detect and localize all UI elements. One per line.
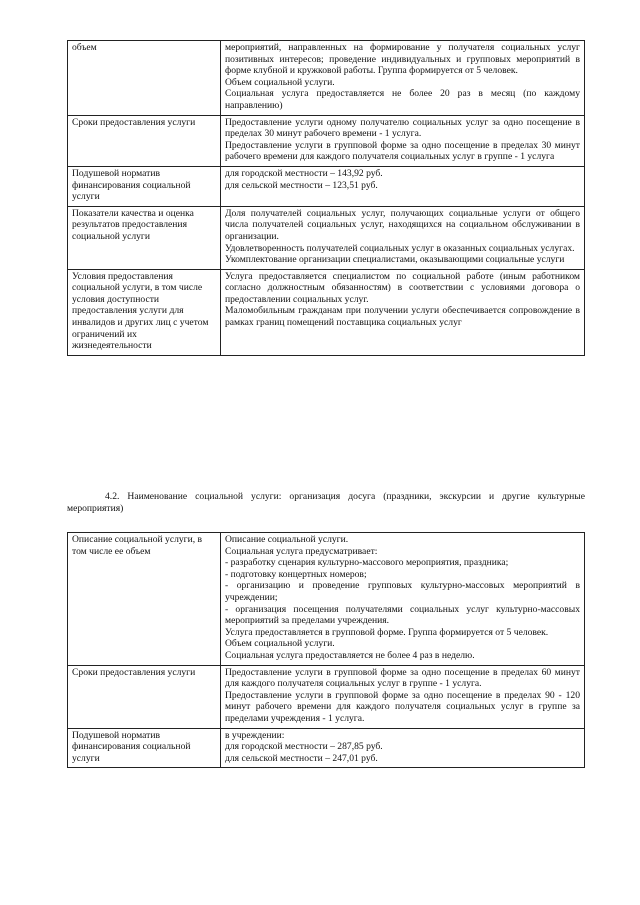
value-line: Объем социальной услуги. xyxy=(225,76,335,88)
value-line: для сельской местности – 123,51 руб. xyxy=(225,179,378,191)
value-line: Описание социальной услуги. xyxy=(225,534,349,545)
row-label: объем xyxy=(68,41,221,116)
row-value xyxy=(221,166,585,206)
row-value xyxy=(221,206,585,269)
row-label: Подушевой норматив финансирования социальной услуги xyxy=(68,728,221,768)
service-table-1 xyxy=(67,40,585,356)
value-line: Услуга предоставляется специалистом по социальной работе (иным работником согласно должностным обязанностям) в соответствии с условиями договора о предоставлении социальных услуг. xyxy=(225,270,580,305)
value-line: Предоставление услуги в групповой форме за одно посещение в пределах 60 минут для каждого получателя социальных услуг в группе - 1 услуга. xyxy=(225,666,580,690)
row-label: Описание социальной услуги, в том числе ее объем xyxy=(68,533,221,666)
value-line: - организация посещения получателями социальных услуг культурно-массовых мероприятий за пределами учреждения. xyxy=(225,603,580,627)
service-table-2 xyxy=(67,532,585,768)
table-row xyxy=(68,115,585,166)
table-row xyxy=(68,166,585,206)
table-row xyxy=(68,728,585,768)
row-value xyxy=(221,115,585,166)
value-line: Услуга предоставляется в групповой форме. Группа формируется от 5 человек. xyxy=(225,626,549,638)
row-value xyxy=(221,665,585,728)
row-label: Сроки предоставления услуги xyxy=(68,115,221,166)
row-label: Подушевой норматив финансирования социальной услуги xyxy=(68,166,221,206)
value-line: - организацию и проведение групповых культурно-массовых мероприятий в учреждении; xyxy=(225,580,580,603)
table-row xyxy=(68,269,585,355)
value-line: Предоставление услуги в групповой форме за одно посещение в пределах 90 - 120 минут рабочего времени для каждого получателя социальных услуг в группе за пределами учреждения - 1 услуга. xyxy=(225,689,580,724)
value-line: - разработку сценария культурно-массового мероприятия, праздника; xyxy=(225,557,509,569)
row-value xyxy=(221,533,585,666)
row-value xyxy=(221,41,585,116)
value-line: в учреждении: xyxy=(225,729,285,741)
value-line: Маломобильным гражданам при получении услуги обеспечивается сопровождение в рамках границ помещений поставщика социальных услуг xyxy=(225,305,580,329)
table-row xyxy=(68,41,585,116)
value-line: - подготовку концертных номеров; xyxy=(225,568,367,580)
value-line: Доля получателей социальных услуг, получающих социальные услуги от общего числа получателей социальных услуг, находящихся на социальном обслуживании в организации. xyxy=(225,207,580,242)
section-heading: 4.2. Наименование социальной услуги: организация досуга (праздники, экскурсии и другие культурные мероприятия) xyxy=(67,491,585,514)
value-line: Удовлетворенность получателей социальных услуг в оказанных социальных услугах. xyxy=(225,242,575,254)
value-line: Предоставление услуги в групповой форме за одно посещение в пределах 30 минут рабочего времени для каждого получателя социальных услуг в группе - 1 услуга xyxy=(225,139,580,163)
row-value xyxy=(221,269,585,355)
value-line: для городской местности – 287,85 руб. xyxy=(225,741,383,753)
value-line: Социальная услуга предоставляется не более 4 раз в неделю. xyxy=(225,649,475,661)
table-row xyxy=(68,533,585,666)
table-row xyxy=(68,665,585,728)
value-line: Объем социальной услуги. xyxy=(225,638,335,650)
row-value xyxy=(221,728,585,768)
row-label: Показатели качества и оценка результатов предоставления социальной услуги xyxy=(68,206,221,269)
value-line: Социальная услуга предоставляется не более 20 раз в месяц (по каждому направлению) xyxy=(225,88,580,111)
value-line: Предоставление услуги одному получателю социальных услуг за одно посещение в пределах 30 минут рабочего времени - 1 услуга. xyxy=(225,116,580,140)
value-line: мероприятий, направленных на формирование у получателя социальных услуг позитивных интересов; проведение индивидуальных и групповых мероприятий в форме клубной и кружковой работы. Группа формируется от 5 человек. xyxy=(225,42,580,77)
value-line: для городской местности – 143,92 руб. xyxy=(225,167,383,179)
row-label: Сроки предоставления услуги xyxy=(68,665,221,728)
row-label: Условия предоставления социальной услуги, в том числе условия доступности предоставления услуги для инвалидов и других лиц с учетом ограничений их жизнедеятельности xyxy=(68,269,221,355)
value-line: Социальная услуга предусматривает: xyxy=(225,545,378,557)
value-line: Укомплектование организации специалистами, оказывающими социальные услуги xyxy=(225,254,565,266)
value-line: для сельской местности – 247,01 руб. xyxy=(225,752,378,764)
table-row xyxy=(68,206,585,269)
